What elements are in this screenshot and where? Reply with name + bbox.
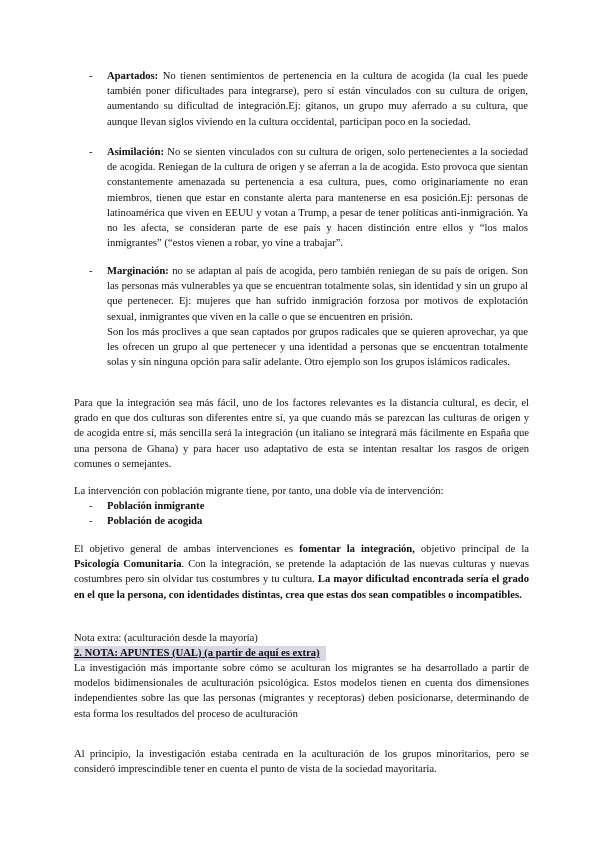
note-extra: Nota extra: (aculturación desde la mayoría)	[74, 633, 258, 644]
emphasis-psicologia: Psicología Comunitaria	[74, 559, 182, 571]
definition-marginacion: no se adaptan al país de acogida, pero también reniegan de su país de origen. Son las personas más vulnerables ya que se encuentran totalmente solas, sin identidad y sin un grupo al que pertenecer. Ej: mujeres que han sufrido inmigración forzosa por motivos de explotación sexual, inmigrantes que viven en la calle o que se encuentren en prisión.	[107, 266, 528, 323]
list-item-poblacion-inmigrante: Población inmigrante	[107, 501, 205, 512]
paragraph-distancia-cultural: Para que la integración sea más fácil, uno de los factores relevantes es la distancia cultural, es decir, el grado en que dos culturas son diferentes entre sí, ya que cuando más se parezcan las culturas de origen y de acogida entre sí, más sencilla será la integración (un italiano se integrará más fácilmente en España que una persona de Ghana) y para hacer uso adaptativo de esta se intentan resaltar los rasgos de origen comunes o semejantes.	[74, 398, 529, 470]
paragraph-al-principio: Al principio, la investigación estaba centrada en la aculturación de los grupos minoritarios, pero se consideró imprescindible tener en cuenta el punto de vista de la sociedad mayoritaria.	[74, 749, 529, 776]
paragraph-investigacion: La investigación más importante sobre cómo se aculturan los migrantes se ha desarrollado a partir de modelos bidimensionales de aculturación psicológica. Estos modelos tienen en cuenta dos dimensiones independientes sobre las que las personas (migrantes y receptoras) deben posicionarse, determinando de esta forma los resultados del proceso de aculturación	[74, 663, 529, 720]
list-item-poblacion-acogida: Población de acogida	[107, 516, 203, 527]
section-heading	[74, 646, 529, 661]
list-item-marginacion	[107, 264, 528, 325]
list-dash: -	[89, 266, 93, 277]
marginacion-extra: Son los más proclives a que sean captados por grupos radicales que se quieren aprovechar, ya que les ofrecen un grupo al que pertenecer y una identidad a personas que se encuentran totalmente solas y sin ninguna opción para salir adelante. Otro ejemplo son los grupos islámicos radicales.	[107, 327, 528, 369]
text-run: El objetivo general de ambas intervenciones es	[74, 544, 300, 555]
text-run: . Con la integración, se pretende la adaptación de las nuevas culturas y nuevas costumbres pero sin olvidar tus costumbres y tu cultura.	[74, 559, 530, 586]
term-apartados: Apartados:	[107, 71, 159, 82]
text-run: objetivo principal de la	[414, 544, 529, 555]
list-dash: -	[89, 147, 93, 158]
paragraph-intervencion: La intervención con población migrante tiene, por tanto, una doble vía de intervención:	[74, 486, 444, 497]
term-marginacion: Marginación:	[107, 266, 169, 277]
list-dash: -	[89, 501, 93, 512]
list-item-apartados	[107, 69, 528, 130]
emphasis-dificultad: La mayor dificultad encontrada sería el grado en el que la persona, con identidades distintas, crea que estas dos sean compatibles o incompatibles.	[74, 574, 530, 601]
emphasis-fomentar: fomentar la integración,	[299, 544, 415, 555]
term-asimilacion: Asimilación:	[107, 147, 165, 158]
list-dash: -	[89, 516, 93, 527]
heading-highlight: 2. NOTA: APUNTES (UAL) (a partir de aquí es extra)	[74, 646, 326, 661]
paragraph-objetivo	[74, 542, 529, 603]
definition-asimilacion: No se sienten vinculados con su cultura de origen, solo pertenecientes a la sociedad de acogida. Reniegan de la cultura de origen y se aferran a la de acogida. Esto provoca que sientan constantemente amenazada su pertenencia a esa cultura, pues, como originariamente no eran miembros, tienen que estar en constante alerta para mantenerse en esa posición.Ej: personas de latinoamérica que viven en EEUU y votan a Trump, a pesar de tener políticas anti-inmigración. Ya no les afecta, se consideran parte de ese país y hacen distinción entre ellos y “los malos inmigrantes” (“estos vienen a robar, yo vine a trabajar”.	[107, 147, 528, 250]
definition-apartados: No tienen sentimientos de pertenencia en la cultura de acogida (la cual les puede también poner dificultades para integrarse), pero sí están vinculados con su cultura de origen, aumentando su dificultad de integración.Ej: gitanos, un grupo muy aferrado a su cultura, que aunque llevan siglos viviendo en la cultura occidental, participan poco en la sociedad.	[107, 71, 528, 128]
list-item-asimilacion	[107, 145, 528, 251]
list-dash: -	[89, 71, 93, 82]
